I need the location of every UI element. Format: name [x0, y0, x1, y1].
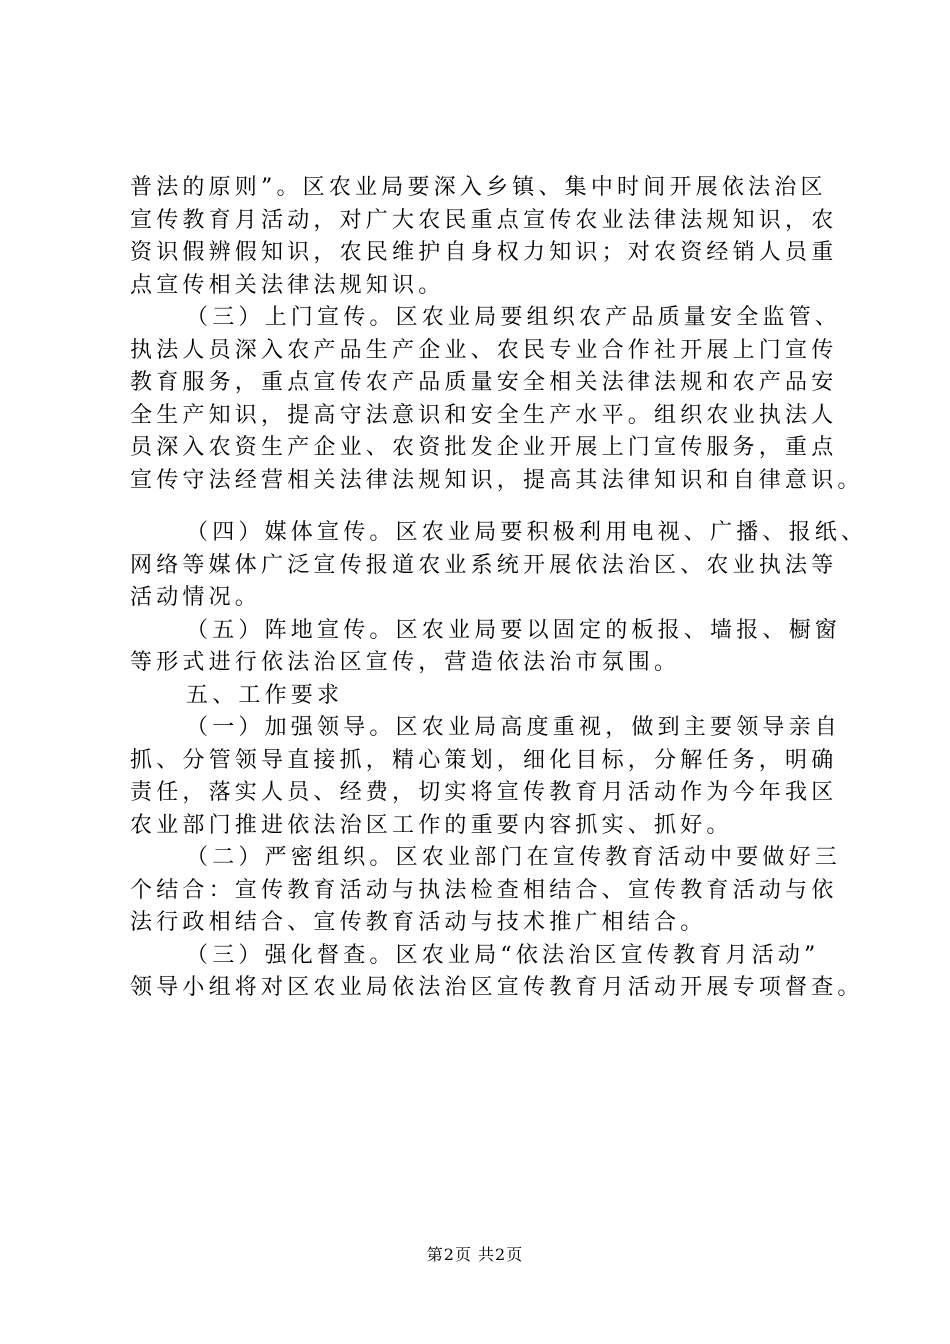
- text-line: （五）阵地宣传。区农业局要以固定的板报、墙报、橱窗: [186, 617, 842, 643]
- text-line: （二）严密组织。区农业部门在宣传教育活动中要做好三: [186, 845, 842, 870]
- text-line: （三）强化督查。区农业局“依法治区宣传教育月活动”: [186, 942, 820, 968]
- text-line: （三）上门宣传。区农业局要组织农产品质量安全监管、: [186, 305, 842, 330]
- text-line: 责任，落实人员、经费，切实将宣传教育月活动作为今年我区: [130, 780, 838, 805]
- paragraph-leadership: [130, 712, 842, 842]
- paragraph-organization: [130, 842, 842, 940]
- paragraph-door-to-door: [130, 302, 864, 497]
- paragraph-principle-continued: [130, 172, 838, 302]
- document-body: [130, 172, 868, 1005]
- text-line: 宣传教育月活动，对广大农民重点宣传农业法律法规知识，农: [130, 207, 838, 233]
- paragraph-position: [130, 615, 842, 680]
- paragraph-media: [130, 517, 868, 615]
- text-line: 全生产知识，提高守法意识和安全生产水平。组织农业执法人: [130, 402, 838, 428]
- text-line: 点宣传相关法律法规知识。: [130, 272, 445, 298]
- text-line: 抓、分管领导直接抓，精心策划，细化目标，分解任务，明确: [130, 747, 838, 773]
- text-line: 农业部门推进依法治区工作的重要内容抓实、抓好。: [130, 812, 733, 838]
- text-line: 个结合：宣传教育活动与执法检查相结合、宣传教育活动与依: [130, 877, 838, 903]
- section-heading: 五、工作要求: [186, 682, 344, 708]
- heading-work-requirements: [130, 680, 830, 713]
- text-line: 法行政相结合、宣传教育活动与技术推广相结合。: [130, 910, 707, 935]
- text-line: 领导小组将对区农业局依法治区宣传教育月活动开展专项督查。: [130, 975, 864, 1000]
- text-line: （一）加强领导。区农业局高度重视，做到主要领导亲自: [186, 715, 842, 740]
- text-line: 教育服务，重点宣传农产品质量安全相关法律法规和农产品安: [130, 370, 838, 395]
- page-number-footer: 第2页 共2页: [426, 1245, 524, 1264]
- text-line: 员深入农资生产企业、农资批发企业开展上门宣传服务，重点: [130, 435, 838, 460]
- text-line: 普法的原则”。区农业局要深入乡镇、集中时间开展依法治区: [130, 175, 827, 200]
- paragraph-supervision: [130, 940, 864, 1005]
- text-line: 宣传守法经营相关法律法规知识，提高其法律知识和自律意识。: [130, 467, 864, 493]
- text-line: 网络等媒体广泛宣传报道农业系统开展依法治区、农业执法等: [130, 552, 838, 578]
- text-line: 资识假辨假知识，农民维护自身权力知识；对农资经销人员重: [130, 240, 838, 265]
- text-line: 活动情况。: [130, 585, 262, 610]
- text-line: 等形式进行依法治区宣传，营造依法治市氛围。: [130, 650, 681, 675]
- text-line: （四）媒体宣传。区农业局要积极利用电视、广播、报纸、: [186, 520, 868, 545]
- text-line: 执法人员深入农产品生产企业、农民专业合作社开展上门宣传: [130, 337, 838, 363]
